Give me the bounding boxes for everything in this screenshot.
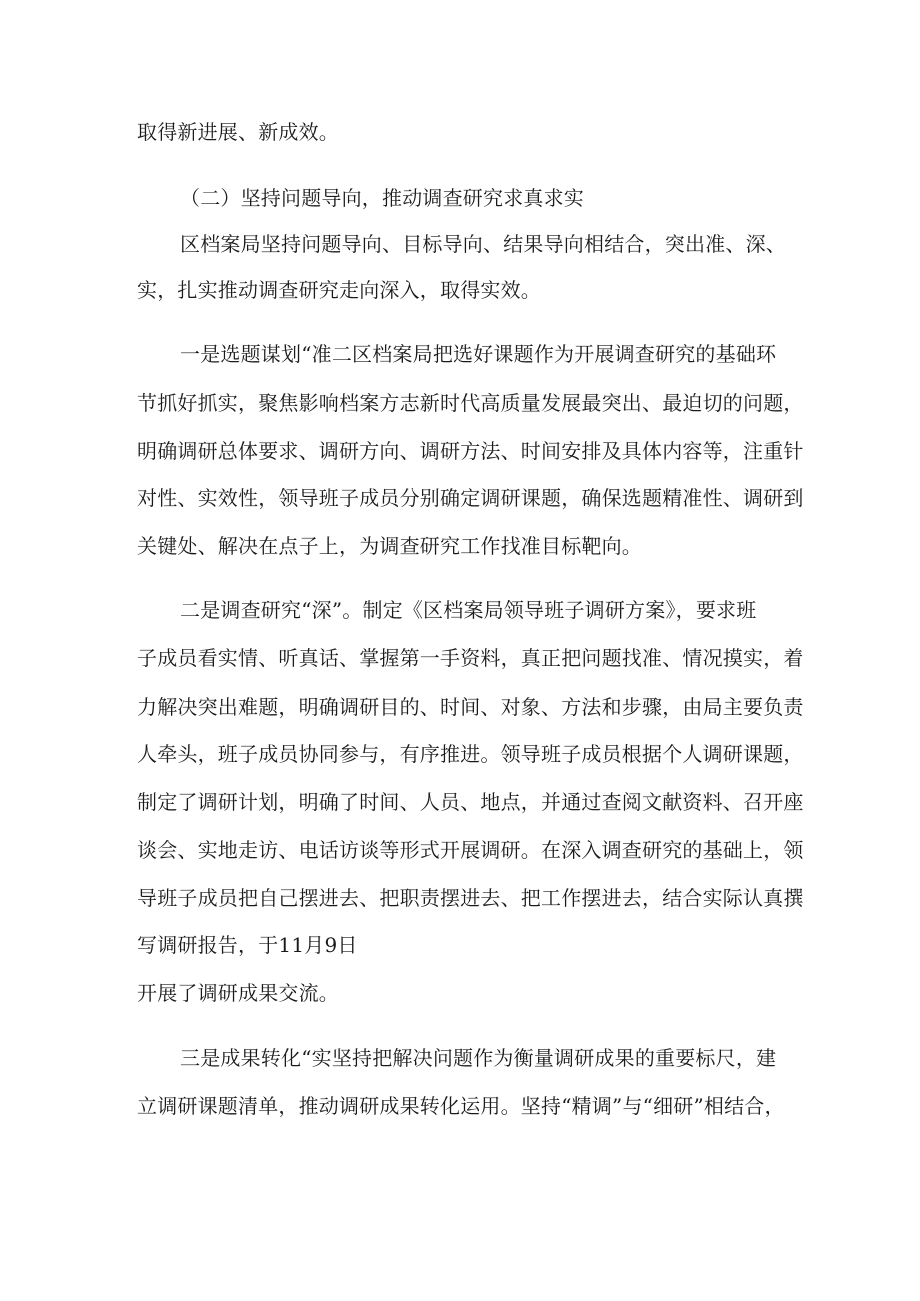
paragraph-line: 制定了调研计划，明确了时间、人员、地点，并通过查阅文献资料、召开座 <box>137 790 804 814</box>
paragraph-line: 节抓好抓实，聚焦影响档案方志新时代高质量发展最突出、最迫切的问题， <box>137 391 804 415</box>
paragraph-line: 一是选题谋划“准二区档案局把选好课题作为开展调查研究的基础环 <box>180 342 777 366</box>
paragraph-line: 子成员看实情、听真话、掌握第一手资料，真正把问题找准、情况摸实，着 <box>137 646 804 670</box>
paragraph-line: 人牵头，班子成员协同参与，有序推进。领导班子成员根据个人调研课题， <box>137 742 804 766</box>
paragraph-line: 谈会、实地走访、电话访谈等形式开展调研。在深入调查研究的基础上，领 <box>137 838 804 862</box>
section-heading: （二）坚持问题导向，推动调查研究求真求实 <box>180 186 584 210</box>
paragraph-line: 导班子成员把自己摆进去、把职责摆进去、把工作摆进去，结合实际认真撰 <box>137 886 804 910</box>
paragraph-line: 关键处、解决在点子上，为调查研究工作找准目标靶向。 <box>137 534 642 558</box>
paragraph-line: 立调研课题清单，推动调研成果转化运用。坚持“精调”与“细研”相结合， <box>137 1094 785 1118</box>
paragraph-line: 开展了调研成果交流。 <box>137 981 339 1005</box>
paragraph-line: 写调研报告，于11月9日 <box>137 933 358 957</box>
paragraph-line: 取得新进展、新成效。 <box>137 120 339 144</box>
paragraph-line: 三是成果转化“实坚持把解决问题作为衡量调研成果的重要标尺，建 <box>180 1046 777 1070</box>
paragraph-line: 区档案局坚持问题导向、目标导向、结果导向相结合，突出准、深、 <box>180 232 786 256</box>
paragraph-line: 力解决突出难题，明确调研目的、时间、对象、方法和步骤，由局主要负责 <box>137 695 804 719</box>
paragraph-line: 实，扎实推动调查研究走向深入，取得实效。 <box>137 278 541 302</box>
paragraph-line: 明确调研总体要求、调研方向、调研方法、时间安排及具体内容等，注重针 <box>137 439 804 463</box>
paragraph-line: 二是调查研究“深”。制定《区档案局领导班子调研方案》，要求班 <box>180 598 757 622</box>
paragraph-line: 对性、实效性，领导班子成员分别确定调研课题，确保选题精准性、调研到 <box>137 486 804 510</box>
